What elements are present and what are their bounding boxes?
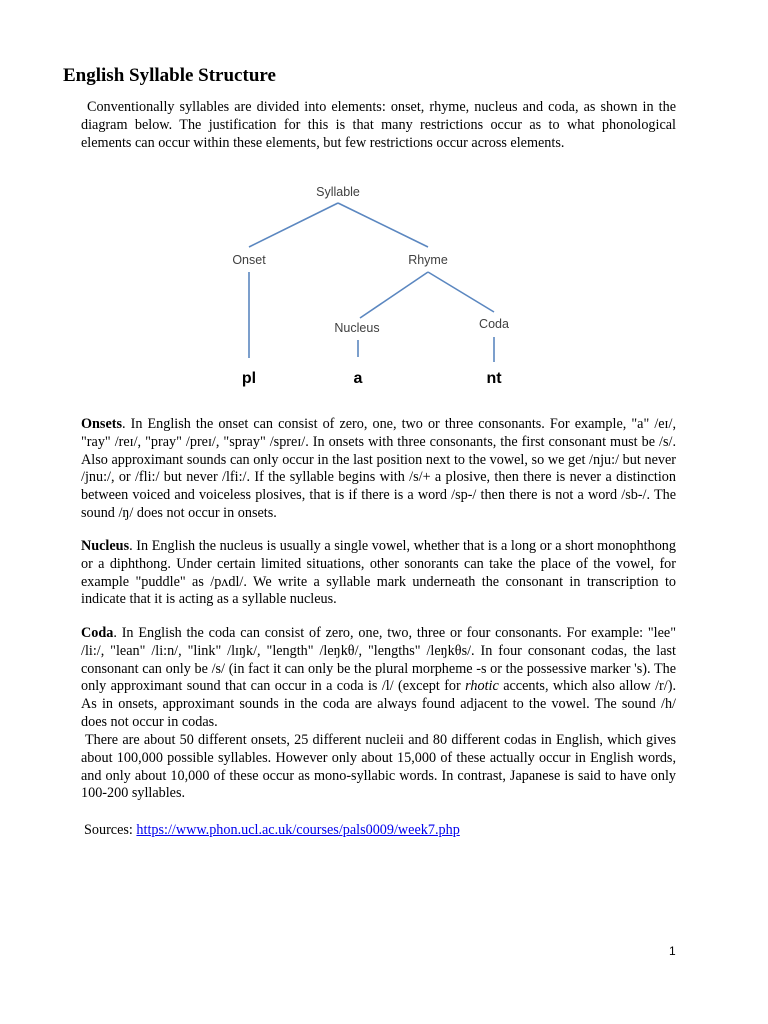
leaf-coda: nt	[486, 370, 502, 387]
syllable-counts-paragraph: There are about 50 different onsets, 25 different nucleii and 80 different codas in English, which gives about 100,000 possible syllables. However only about 15,000 of these actually occur in English words, and only about 10,000 of these occur as mono-syllabic words. In contrast, Japanese is said to have only 100-200 syllables.	[81, 732, 676, 802]
branch-syllable-onset	[249, 203, 338, 247]
leaf-onset: pl	[241, 370, 257, 387]
page-number: 1	[669, 944, 676, 958]
coda-paragraph	[81, 625, 676, 732]
intro-paragraph: Conventionally syllables are divided into elements: onset, rhyme, nucleus and coda, as shown in the diagram below. The justification for this is that many restrictions occur as to what phonological elements can occur within these elements, but few restrictions occur across elements.	[81, 99, 676, 151]
nucleus-paragraph	[81, 538, 676, 609]
nucleus-text: . In English the nucleus is usually a single vowel, whether that is a long or a short monophthong or a diphthong. Under certain limited situations, other sonorants can take the place of the vowel, for example "puddle" as /pʌdl/. We write a syllable mark underneath the consonant in transcription to indicate that it is acting as a syllable nucleus.	[81, 538, 676, 608]
node-nucleus: Nucleus	[334, 321, 380, 335]
node-coda: Coda	[479, 317, 509, 331]
document-title: English Syllable Structure	[63, 65, 276, 86]
syllable-structure-diagram	[0, 0, 768, 400]
branch-rhyme-coda	[428, 272, 494, 312]
leaf-nucleus: a	[353, 370, 363, 387]
coda-text-start: . In English the coda can consist of zero, one, two, three or four consonants. For example: "lee" /li:/, "lean" /li:n/, "link" /lɪŋk/, "length" /leŋkθ/, "lengths" /leŋkθs/. In four consonant codas, the last consonant can only be /s/ (in fact it can only be the plural morpheme -s or the possessive marker 's). The only approximant sound that can occur in a coda is /l/ (except for	[81, 625, 676, 695]
sources-line	[84, 822, 679, 840]
node-rhyme: Rhyme	[408, 253, 448, 267]
coda-rhotic-term: rhotic	[465, 678, 499, 695]
sources-link[interactable]: https://www.phon.ucl.ac.uk/courses/pals0009/week7.php	[136, 822, 460, 838]
onsets-heading: Onsets	[81, 416, 122, 432]
nucleus-heading: Nucleus	[81, 538, 130, 554]
branch-rhyme-nucleus	[360, 272, 428, 318]
coda-text-end: accents, which also allow /r/). As in onsets, approximant sounds in the coda are always found adjacent to the vowel. The sound /h/ does not occur in codas.	[81, 678, 676, 730]
tree-branches	[249, 203, 494, 362]
node-syllable: Syllable	[316, 185, 360, 199]
branch-syllable-rhyme	[338, 203, 428, 247]
sources-label: Sources:	[84, 822, 137, 838]
onsets-paragraph	[81, 416, 676, 523]
onsets-text: . In English the onset can consist of zero, one, two or three consonants. For example, "a" /eɪ/, "ray" /reɪ/, "pray" /preɪ/, "spray" /spreɪ/. In onsets with three consonants, the first consonant must be /s/. Also approximant sounds can only occur in the last position next to the vowel, so we get /nju:/ but never /jnu:/, or /fli:/ but never /lfi:/. If the syllable begins with /s/+ a plosive, then there is never a distinction between voiced and voiceless plosives, that is if there is a word /sp-/ then there is not a word /sb-/. The sound /ŋ/ does not occur in onsets.	[81, 416, 676, 521]
node-onset: Onset	[232, 253, 266, 267]
coda-heading: Coda	[81, 625, 114, 641]
